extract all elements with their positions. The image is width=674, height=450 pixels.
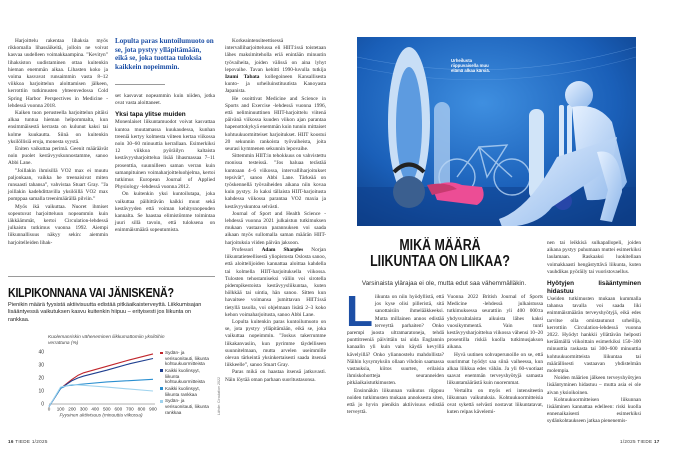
x-tick-label: 100: [56, 406, 65, 412]
x-tick-label: 500: [102, 406, 111, 412]
paragraph: Eniten vaikuttaa perimä. Geenit määräävät noin puolet kestävyyskunnostamme, sanoo Abbi Lane.: [8, 146, 108, 167]
series-line: [49, 379, 153, 406]
paragraph: Lopulta kuitenkin paras kuntoilumuoto on se, jota pystyy ylläpitämään, eikä se, joka vaikuttaa nopeimmin. ”Joskus takerrumme liikakanvasiin, kun pyrimme täydelliseen suunnitelmaan, mutta arvelen useimmille olevan tärkeintä yksinkertaisesti saada itsensä liikkeelle”, sanoo Stuart Gray.: [225, 318, 326, 369]
chart-source: Lähde: Circulation 2022: [217, 377, 221, 415]
paragraph: Sittemmin HIIT:in tehokkuus on vahvistettu monissa testeissä. ”Jos haluaa terästää kuntoaan 4–6 viikossa, intervalliharjoitukset tepsivät”, sanoo Abbi Lane. Tärkeää on työskennellä työvaiheiden aikana niin kovaa kuin pystyy. Jo kaksi tällaista HIIT-harjoitusta kahdessa viikossa parantaa VO2 maxia ja kestävyyskuntoa selvästi.: [225, 153, 326, 210]
paragraph: Vuonna 2022 British Journal of Sports Medicine -lehdessä julkaistussa tutkimuksessa seurattiin yli 400 000:ta yhdysvaltalaista aikuista lähes kaksi vuosikymmentä. Vain tunti kestävyysharjoittelua viikossa vähensi 10–20 prosentilla riskiä kuolla tutkimusjakson aikana.: [447, 294, 543, 351]
x-tick-label: 400: [91, 406, 100, 412]
paragraph: Ensinnäkin liikunnan vaikutus riippuu noiden tutkimusten mukaan annoksesta siten, että jo hyvin pienikin aktiivisuus edistää terveyttä.: [347, 387, 444, 416]
text: Professori: [232, 246, 262, 253]
text: iikunta on niin hyödyllistä, että jos kyse olisi pilleristä, sitä sanottaisiin ihmelääkkeeksi. Mutta millainen annos edistää terveyttä parhaiten? Onko parempi juosta ultramaratoneja, tehdä punttitreeniä päivittäin tai uida Englannin kanaalin yli kuin vain käydä kevyillä kävelyillä? Onko yliannostelu mahdollista? Näihin kysymyksiin ollaan vihdoin saamassa vastauksia, kiitos suurten, erilaisia ihmiskohortteja seuranneiden pitkäaikaistutkimusten.: [347, 294, 444, 387]
legend-item: [160, 386, 214, 397]
legend-item: [160, 350, 214, 367]
paragraph: On kuitenkin yksi kuntoilutapa, joka vaikuttaa päihittävän kaikki muut sekä kestävyyden että voiman kehitysnopeuden kannalta. Se haastaa elimistömme toimintaa juuri sillä tavoin, että tuloksena on enimmäismäärä sopeutumista.: [115, 191, 215, 234]
text: kollegoineen Kansallisesta kunto- ja urheiluinstituutista Kanoyasta Japanista.: [225, 74, 326, 95]
paragraph: He osoittivat Medicine and Science in Sports and Exercise -lehdessä vuonna 1996, että neliminuuttinen HIIT-harjoittelu viitenä päivänä viikossa kuuden viikon ajan parantaa hapenottokykyä enemmän kuin tunnin mittaiset kohtuukuormitteiset harjoitukset. HIIT koostui 20 sekunnin rankoista työvaiheista, joita seurasi kymmenen sekunnin lepovaihe.: [225, 95, 326, 153]
standfirst: Varsinaista ylärajaa ei ole, mutta edut saa vähemmälläkin.: [361, 280, 527, 287]
text: Norjan liikuntatieteellisestä yliopistosta Oslosta sanoo, että aloittelijoiden kannattaa aloittaa kahdella tai kolmella HIIT-harjoituksella viikossa. Tulosten tehostamiseksi väliin voi sirotella pidempikestoista kestävyysliikuntaa, kuten hölkkää tai uintia, hän sanoo. Sitten kun havaitsee voimansa jumittavan HIIT:issä tietyllä tasolla, voi ohjelmaan lisätä 2–3 koko kehon voimaharjoitusta, sanoo Abbi Lane.: [225, 246, 326, 318]
box-subtitle: Pienikin määrä fyysistä aktiivisuutta edistää pitkäaikaisterveyttä. Liikkumisajan lisääntyessä vaikutuksen kasvu kuitenkin hiipuu – erityisesti jos liikunta on rankkaa.: [8, 302, 202, 323]
paragraph: Hyvä uutinen sohvaperunoille on se, että suurimmat hyödyt saa siinä vaiheessa, kun alkaa liikkua edes vähän. Ja yli 60-vuotiaat saavat enemmän terveyshyötyjä samasta liikuntamäärästä kuin nuoremmat.: [447, 351, 543, 387]
y-tick-label: 40: [38, 349, 44, 356]
hero-illustration: [357, 37, 636, 226]
legend-swatch: [160, 369, 163, 372]
x-tick-label: 300: [79, 406, 88, 412]
paragraph: set kasvavat nopeammin kuin niiden, jotka ovat vasta aloittaneet.: [115, 93, 215, 107]
chart-legend: [160, 350, 214, 416]
x-tick-label: 800: [137, 406, 146, 412]
x-tick-label: 0: [47, 406, 51, 412]
subheading: Yksi tapa ylitse muiden: [115, 111, 186, 119]
x-tick-label: 700: [126, 406, 134, 412]
y-tick-label: 10: [38, 388, 44, 395]
drop-cap: L: [346, 287, 373, 336]
column-c: [547, 240, 641, 426]
folio-label: 1/2025 TIEDE: [620, 439, 653, 444]
page-number: 16: [8, 439, 14, 444]
headline-line: MIKÄ MÄÄRÄ: [399, 237, 481, 254]
column-b: [447, 294, 543, 416]
y-tick-label: 30: [38, 362, 44, 369]
person-name: Izumi Tabata: [225, 74, 260, 81]
box-title: KILPIKONNANA VAI JÄNISKENÄ?: [8, 285, 174, 300]
paragraph: Myös ikä vaikuttaa. Nuoret ihmiset sopeutuvat harjoitteluun nopeammin kuin iäkkäämmät, kertoi Circulation-lehdessä julkaistu tutkimus vuonna 1992. Aiempi liikunnallisuus näkyy sekin: aiemmin harjoitelleiden lihak-: [8, 203, 108, 246]
x-tick-label: 900: [149, 406, 157, 412]
x-axis-label: Fyysinen aktiivisuus (minuuttia viikossa): [59, 412, 143, 418]
legend-label: Kaikki kuolinsyyt, liikunta rankkaa: [165, 385, 200, 397]
paragraph: Useiden tutkimusten mukaan kummalla tahansa tavalla voi saada liki enimmäismäärän terveyshyötyjä, eikä edes tarvitse olla omistautunut urheilija, kerrottiin Circulation-lehdessä vuonna 2022. Hyödyt hankkii yllättävän helposti keräämällä viikoittain esimerkiksi 150–300 minuuttia raskasta tai 300–600 minuuttia kohtuukuormitteista liikuntaa tai määrällisesti vastaavan yhdistelmän molempia.: [547, 296, 641, 375]
paragraph: ”Joillakin ihmisillä VO2 max ei muutu paljonkaan, vaikka he treenaisivat miten runsaasti tahansa”, vahvistaa Stuart Gray. ”Ja joillakin kadehdittavilla yksilöillä VO2 max pomppaa samalla treenimäärällä pilviin.”: [8, 167, 108, 203]
series-line: [49, 385, 153, 407]
paragraph: Noiden määrien jälkeen terveyshyötyjen lisääntyminen hidastuu – mutta asia ei ole aivan yksioikoinen.: [547, 375, 641, 396]
legend-label: Kaikki kuolinsyyt, liikunta kohtuukuormitteista: [165, 367, 205, 385]
kayak-icon: [388, 47, 430, 197]
paragraph: Harjoittelu rakentaa lihaksia myös rikkomalla lihassäikeitä, jolloin ne voivat kasvaa uudelleen voimakkaampina. ”Kevityn” lihaksiston uudistaminen ottaa kuitenkin hieman enemmän aikaa. Lihasten koko ja voima kasvavat runsaimmin vasta 8–12 viikkoa harjoittelun aloittamisen jälkeen, kerrottiin tutkimusten yhteenvedossa Cold Spring Harbor Perspectives in Medicine -lehdessä vuonna 2018.: [8, 38, 108, 109]
legend-swatch: [160, 387, 163, 390]
y-tick-label: 20: [38, 375, 44, 382]
y-tick-label: 0: [41, 401, 44, 408]
paragraph: Paras mikä on haastaa itsensä jatkuvasti. Näin löytää oman parhaan suoritustasonsa.: [225, 369, 326, 383]
text: Korkeaintensiteettisessä intervalliharjoittelussa eli HIIT:issä toistetaan lähes maksimiteholla eriä enintään minuutin työvaiheita, joiden välissä on aina lyhyt lepovaihe. Tavan kehitti 1990-luvulla tutkija: [225, 38, 326, 73]
page-folio: [8, 439, 48, 444]
paragraph: [346, 287, 444, 388]
paragraph: Vertailtu on myös eri intensiteetin liikunnan vaikutuksia. Kohtuukuormitteisia ovat sykettä selvästi nostavat liikuntatavat, kuten reipas kävelemi-: [447, 387, 543, 416]
hero-caption: Urheilusta riippuvaisella muu elämä alkaa kärsiä.: [451, 58, 490, 74]
legend-label: Sydän- ja verisuonitauti, liikunta rankkaa: [165, 398, 209, 415]
person-name: Adam Sharples: [261, 246, 304, 253]
legend-swatch: [160, 352, 163, 355]
subheading: Hyötyjen lisääntyminen hidastuu: [547, 280, 641, 296]
pull-quote: Lopulta paras kuntoilumuoto on se, jota pystyy ylläpitämään, eikä se, joka tuottaa tuloksia kaikkein nopeimmin.: [115, 37, 214, 71]
article-headline: [360, 238, 520, 269]
page-folio: [620, 439, 660, 444]
column-a: [346, 287, 444, 416]
page-number: 17: [653, 439, 660, 444]
headline-line: LIIKUNTAA ON LIIKAA?: [370, 252, 510, 270]
chart-title: Kuolemanriskin väheneminen liikkumattomiin yksilöihin verrattuna (%): [48, 335, 165, 346]
legend-item: [160, 368, 214, 385]
paragraph: Kohtuukuormitteisen liikunnan lisääminen kannattaa edelleen: riski kuolla ennenaikaisesti esimerkiksi sydänkohtaukseen jatkaa pienenemis-: [547, 396, 641, 425]
folio-label: TIEDE 1/2025: [15, 439, 48, 444]
paragraph: nen tai leikkisä sulkapallopeli, joiden aikana pystyy puhumaan muttei esimerkiksi laulamaan. Raskaaksi luokitellaan voimakkaasti hengästyttävä liikunta, kuten vauhdikas pyöräily tai vuoristovaellus.: [547, 240, 641, 275]
x-tick-label: 200: [68, 406, 76, 412]
paragraph: Kaiken tuon perusteella harjoittelun pitäisi alkaa tuntua hieman helpommalta, kun ensimmäisestä kerrasta on kulunut kaksi tai kolme kuukautta. Siinä on kuitenkin yksilöllisiä eroja, monesta syystä.: [8, 110, 108, 145]
paragraph: Monenlaiset liikuntamuodot voivat kasvattaa kuntoa muutamassa kuukaudessa, kunhan treeniä kertyy kolmesta viiteen kertaa viikossa noin 30–60 minuuttia kerrallaan. Esimerkiksi 12 viikkoa pyöräilyn kaltaista kestävyysharjoittelua lisää lihasmassaa 7–11 prosenttia, suunnilleen saman verran kuin samanpituinen voimaharjoitteluohjelma, kertoi tutkimus European Journal of Applied Physiology -lehdessä vuonna 2012.: [115, 119, 215, 191]
legend-label: Sydän- ja verisuonitauti, liikunta kohtuukuormitteista: [165, 350, 209, 367]
paragraph: Journal of Sport and Health Science -lehdessä vuonna 2021 julkaistun tutkimuksen mukaan vastaavan parannuksen voi saada aikaan myös sullomalla saman määrän HIIT-harjoituksia viiden päivän jaksoon.: [225, 210, 326, 246]
legend-item: [160, 398, 214, 415]
legend-swatch: [160, 400, 163, 403]
x-tick-label: 600: [114, 406, 123, 412]
